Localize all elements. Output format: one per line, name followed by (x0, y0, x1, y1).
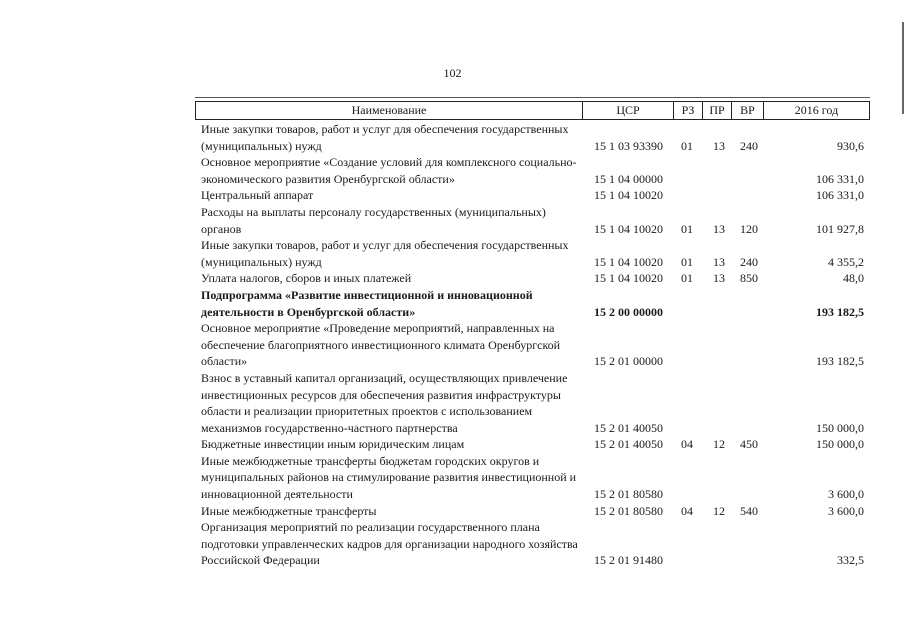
row-sum: 193 182,5 (816, 304, 864, 319)
row-name: Уплата налогов, сборов и иных платежей (201, 271, 412, 286)
row-csr: 15 1 04 10020 (594, 188, 663, 203)
row-vr: 540 (740, 503, 758, 518)
row-pr: 13 (713, 138, 725, 153)
row-csr: 15 2 01 91480 (594, 553, 663, 568)
table-row (195, 370, 870, 436)
row-csr: 15 1 04 00000 (594, 171, 663, 186)
row-sum: 193 182,5 (816, 354, 864, 369)
row-sum: 3 600,0 (828, 503, 864, 518)
row-csr: 15 1 04 10020 (594, 254, 663, 269)
table-row (195, 503, 870, 520)
row-csr: 15 2 01 40050 (594, 437, 663, 452)
table-row (195, 237, 870, 270)
row-name: Основное мероприятие «Проведение мероприятий, направленных на обеспечение благоприятного инвестиционного климата Оренбургской области» (201, 321, 561, 369)
row-vr: 850 (740, 271, 758, 286)
row-name: Организация мероприятий по реализации государственного плана подготовки управленческих кадров для организации народного хозяйства Российской Федерации (201, 520, 578, 568)
row-rz: 04 (681, 503, 693, 518)
row-rz: 01 (681, 138, 693, 153)
header-csr: ЦСР (583, 102, 674, 119)
row-csr: 15 2 01 80580 (594, 503, 663, 518)
table-row (195, 154, 870, 187)
row-sum: 3 600,0 (828, 487, 864, 502)
header-vr: ВР (732, 102, 764, 119)
row-sum: 106 331,0 (816, 188, 864, 203)
row-rz: 04 (681, 437, 693, 452)
row-sum: 150 000,0 (816, 420, 864, 435)
row-pr: 12 (713, 503, 725, 518)
row-name: Иные закупки товаров, работ и услуг для обеспечения государственных (муниципальных) нужд (201, 122, 569, 153)
row-vr: 240 (740, 138, 758, 153)
page-number: 102 (443, 66, 462, 80)
row-name: Расходы на выплаты персоналу государственных (муниципальных) органов (201, 204, 546, 236)
table-row (195, 270, 870, 287)
row-csr: 15 2 01 40050 (594, 420, 663, 435)
table-header (195, 101, 870, 120)
row-sum: 332,5 (837, 553, 864, 568)
row-pr: 12 (713, 437, 725, 452)
row-csr: 15 2 00 00000 (594, 304, 663, 319)
row-pr: 13 (713, 271, 725, 286)
row-rz: 01 (681, 271, 693, 286)
header-year: 2016 год (794, 103, 839, 117)
table-row (195, 519, 870, 569)
row-csr: 15 1 04 10020 (594, 271, 663, 286)
row-csr: 15 1 04 10020 (594, 221, 663, 236)
row-csr: 15 2 01 00000 (594, 354, 663, 369)
header-pr: ПР (703, 102, 732, 119)
row-rz: 01 (681, 221, 693, 236)
row-sum: 150 000,0 (816, 437, 864, 452)
scan-artifact-line (195, 97, 870, 98)
row-name: Подпрограмма «Развитие инвестиционной и инновационной деятельности в Оренбургской области» (201, 287, 533, 319)
row-name: Иные межбюджетные трансферты бюджетам городских округов и муниципальных районов на стимулирование развития инвестиционной и инновационной деятельности (201, 453, 577, 502)
row-name: Центральный аппарат (201, 188, 314, 203)
row-name: Иные межбюджетные трансферты (201, 503, 377, 518)
table-row (195, 121, 870, 154)
header-name: Наименование (196, 102, 583, 119)
row-sum: 106 331,0 (816, 171, 864, 186)
scan-edge-mark (902, 22, 904, 114)
header-rz: РЗ (674, 102, 703, 119)
row-sum: 48,0 (843, 271, 864, 286)
row-name: Иные закупки товаров, работ и услуг для обеспечения государственных (муниципальных) нужд (201, 238, 569, 269)
row-sum: 930,6 (837, 138, 864, 153)
row-sum: 101 927,8 (816, 221, 864, 236)
row-vr: 240 (740, 254, 758, 269)
table-row (195, 436, 870, 453)
table-row (195, 320, 870, 370)
row-sum: 4 355,2 (828, 254, 864, 269)
row-pr: 13 (713, 221, 725, 236)
row-rz: 01 (681, 254, 693, 269)
budget-table-body (195, 121, 870, 569)
row-csr: 15 2 01 80580 (594, 487, 663, 502)
row-vr: 120 (740, 221, 758, 236)
table-row (195, 187, 870, 204)
row-pr: 13 (713, 254, 725, 269)
table-row (195, 453, 870, 503)
table-row (195, 204, 870, 237)
table-row (195, 287, 870, 320)
row-csr: 15 1 03 93390 (594, 138, 663, 153)
row-vr: 450 (740, 437, 758, 452)
row-name: Основное мероприятие «Создание условий для комплексного социально-экономического развития Оренбургской области» (201, 155, 577, 186)
row-name: Бюджетные инвестиции иным юридическим лицам (201, 437, 465, 452)
row-name: Взнос в уставный капитал организаций, осуществляющих привлечение инвестиционных ресурсов для обеспечения развития инфраструктуры области и реализации приоритетных проектов с использованием механизмов государственно-частного партнерства (201, 370, 568, 435)
